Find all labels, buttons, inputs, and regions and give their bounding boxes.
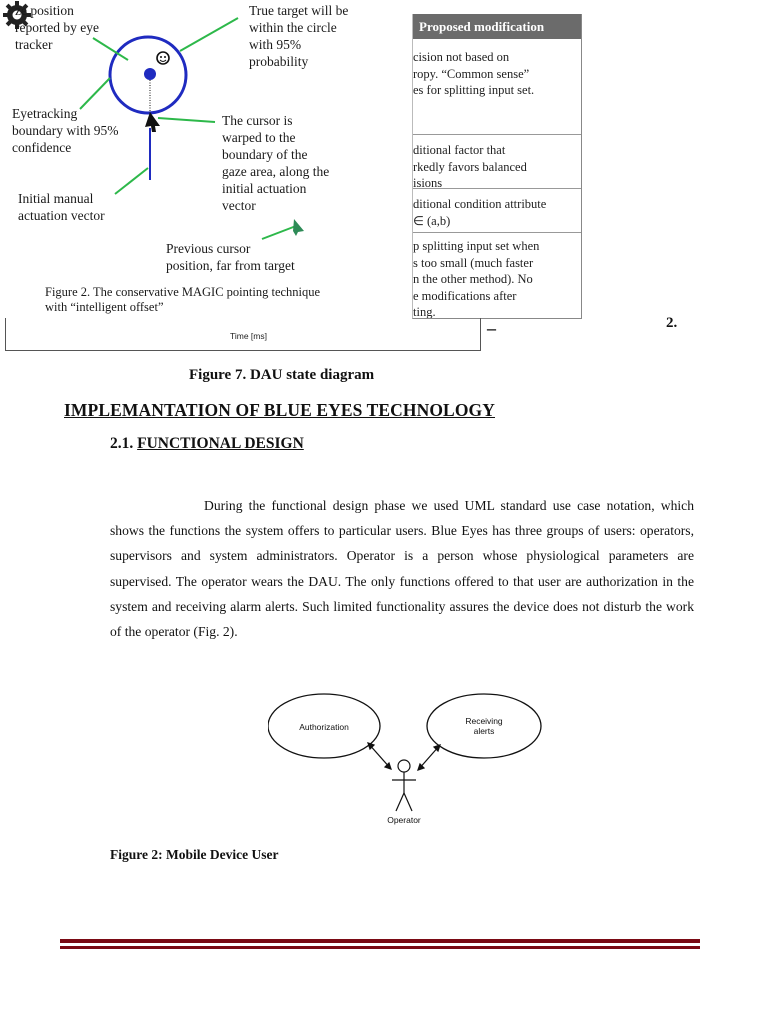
label-gaze-position: ze position reported by eye tracker	[15, 3, 99, 52]
use-case-diagram	[268, 693, 548, 833]
subheading	[110, 435, 304, 453]
label-cursor-warped: The cursor is warped to the boundary of the gaze area, along the initial actuation vector	[222, 113, 330, 213]
table-cell: ditional condition attribute ∈ (a,b)	[413, 197, 547, 228]
label-previous-cursor: Previous cursor position, far from target	[166, 241, 295, 273]
table-cell: ditional factor that rkedly favors balanced isions	[413, 143, 527, 190]
footer-rule-top	[60, 939, 700, 943]
figure2-caption: Figure 2: Mobile Device User	[110, 847, 279, 862]
body-paragraph	[110, 493, 694, 644]
use-case-authorization-label: Authorization	[299, 722, 349, 732]
section-number: 2.	[666, 315, 678, 331]
association-lines	[368, 743, 440, 770]
table-divider	[413, 188, 581, 189]
table-divider	[413, 134, 581, 135]
table-cell: p splitting input set when s too small (much faster n the other method). No e modifications after ting.	[413, 239, 540, 318]
use-case-alerts-label: alerts	[473, 726, 495, 736]
footer-rule-bottom	[60, 946, 700, 949]
previous-cursor-icon	[293, 219, 304, 236]
gaze-point	[144, 68, 156, 80]
label-true-target: True target will be within the circle with 95% probability	[249, 3, 349, 69]
table-divider	[413, 232, 581, 233]
magic-figure-caption: Figure 2. The conservative MAGIC pointing technique with “intelligent offset”	[45, 285, 321, 314]
subheading-title: FUNCTIONAL DESIGN	[137, 435, 304, 452]
proposed-modification-table	[412, 14, 582, 319]
dash-mark: –	[487, 318, 496, 338]
subheading-number: 2.1.	[110, 435, 134, 452]
table-cell: cision not based on ropy. “Common sense” es for splitting input set.	[413, 50, 535, 97]
table-header: Proposed modification	[413, 14, 581, 39]
page-heading: IMPLEMANTATION OF BLUE EYES TECHNOLOGY	[64, 400, 495, 420]
figure7-caption: Figure 7. DAU state diagram	[189, 367, 375, 383]
operator-actor-icon	[392, 760, 416, 811]
time-axis-label: Time [ms]	[230, 331, 267, 341]
label-eyetracking-boundary: Eyetracking boundary with 95% confidence	[12, 106, 119, 155]
actor-label: Operator	[387, 815, 421, 825]
use-case-receiving-label: Receiving	[465, 716, 503, 726]
target-smiley	[157, 52, 169, 64]
label-initial-actuation: Initial manual actuation vector	[18, 191, 105, 223]
cursor-arrow	[145, 112, 160, 132]
paragraph-text: During the functional design phase we used UML standard use case notation, which shows the functions the system offers to particular users. Blue Eyes has three groups of users: operators, supervisors and system administrators. Operator is a person whose physiological parameters are supervised. The operator wears the DAU. The only functions offered to that user are authorization in the system and receiving alarm alerts. Such limited functionality assures the device does not disturb the work of the operator (Fig. 2).	[110, 498, 694, 640]
